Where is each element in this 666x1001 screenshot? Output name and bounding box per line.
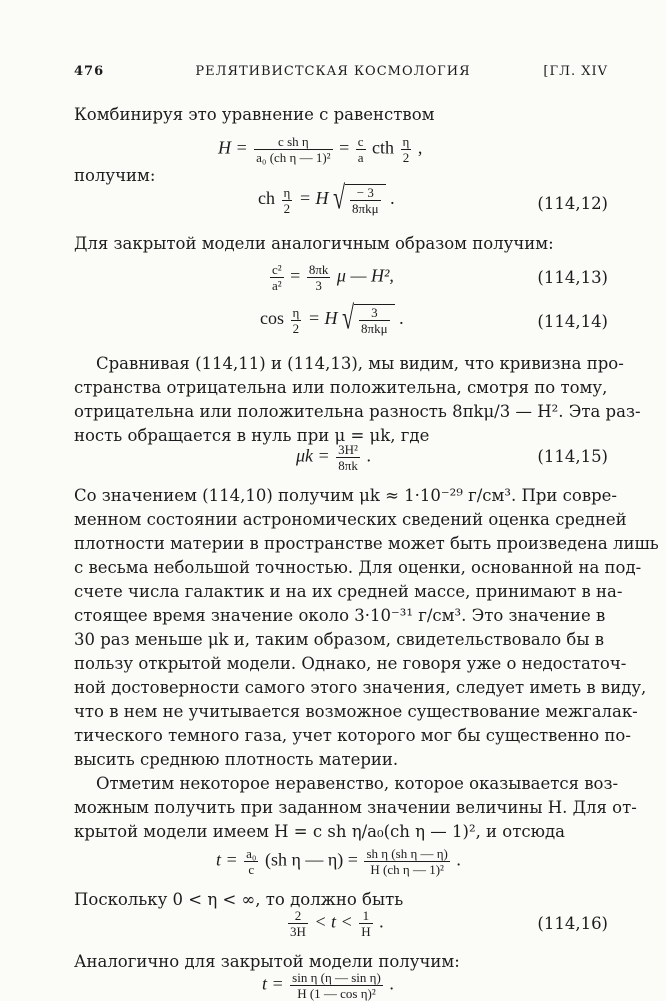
formula-t-open: t = $\frac{\text{a₀}}{c}$ (sh η — η) = $\frac{\text{sh η (sh η — η)}}{\text{H (ch η — 1)²}}$ . <box>216 846 461 877</box>
text-line: получим: <box>74 166 156 185</box>
text-line: ной достоверности самого этого значения, следует иметь в виду, <box>74 678 647 697</box>
equation-number: (114,15) <box>537 447 608 466</box>
text-line: Комбинируя это уравнение с равенством <box>74 105 435 124</box>
text-line: Сравнивая (114,11) и (114,13), мы видим, что кривизна про- <box>96 354 624 373</box>
equation-number: (114,16) <box>537 914 608 933</box>
chapter-label: [ГЛ. XIV <box>543 64 608 79</box>
formula-c2-a2: $\frac{\text{c²}}{\text{a²}}$ = $\frac{8\pi k}{3}$ μ — H², <box>272 262 394 293</box>
equation-number: (114,13) <box>537 268 608 287</box>
text-line: с весьма небольшой точностью. Для оценки, основанной на под- <box>74 558 642 577</box>
text-line: ность обращается в нуль при μ = μk, где <box>74 426 430 445</box>
equation-number: (114,12) <box>537 194 608 213</box>
text-line: можным получить при заданном значении величины H. Для от- <box>74 798 637 817</box>
equation-number: (114,14) <box>537 312 608 331</box>
formula-mu-k: μk = $\frac{\text{3H²}}{8\pi k}$ . <box>296 442 371 473</box>
text-line: странства отрицательна или положительна, смотря по тому, <box>74 378 608 397</box>
text-line: Для закрытой модели аналогичным образом получим: <box>74 234 554 253</box>
formula-t-closed: t = $\frac{\text{sin η (η — sin η)}}{\text{H (1 — cos η)²}}$ . <box>262 970 394 1001</box>
text-line: Отметим некоторое неравенство, которое оказывается воз- <box>96 774 619 793</box>
text-line: счете числа галактик и на их средней массе, принимают в на- <box>74 582 623 601</box>
text-line: менном состоянии астрономических сведений оценка средней <box>74 510 627 529</box>
text-line: Аналогично для закрытой модели получим: <box>74 952 460 971</box>
formula-ch-half: ch $\frac{\eta}{2}$ = H √ $\frac{- 3}{\text{8πkμ}}$ . <box>258 178 395 216</box>
text-line: Поскольку 0 < η < ∞, то должно быть <box>74 890 404 909</box>
text-line: стоящее время значение около 3·10⁻³¹ г/см³. Это значение в <box>74 606 606 625</box>
text-line: плотности материи в пространстве может быть произведена лишь <box>74 534 659 553</box>
formula-inequality: $\frac{2}{3H}$ < t < $\frac{1}{H}$ . <box>290 908 384 939</box>
text-line: Со значением (114,10) получим μk ≈ 1·10⁻²⁹ г/см³. При совре- <box>74 486 618 505</box>
text-line: отрицательна или положительна разность 8πkμ/3 — H². Эта раз- <box>74 402 641 421</box>
formula-h-sh: H = $\frac{\text{c sh η}}{\text{a₀ (ch η — 1)²}}$ = $\frac{c}{a}$ cth $\frac{\eta}{2}$ , <box>218 134 423 165</box>
text-line: крытой модели имеем H = c sh η/a₀(ch η — 1)², и отсюда <box>74 822 565 841</box>
text-line: пользу открытой модели. Однако, не говоря уже о недостаточ- <box>74 654 627 673</box>
text-line: высить среднюю плотность материи. <box>74 750 399 769</box>
running-title: РЕЛЯТИВИСТСКАЯ КОСМОЛОГИЯ <box>195 64 471 79</box>
text-line: 30 раз меньше μk и, таким образом, свидетельствовало бы в <box>74 630 604 649</box>
page-number: 476 <box>74 64 105 79</box>
text-line: что в нем не учитывается возможное существование межгалак- <box>74 702 638 721</box>
formula-cos-half: cos $\frac{\eta}{2}$ = H √ $\frac{3}{\text{8πkμ}}$ . <box>260 298 404 336</box>
text-line: тического темного газа, учет которого мог бы существенно по- <box>74 726 631 745</box>
